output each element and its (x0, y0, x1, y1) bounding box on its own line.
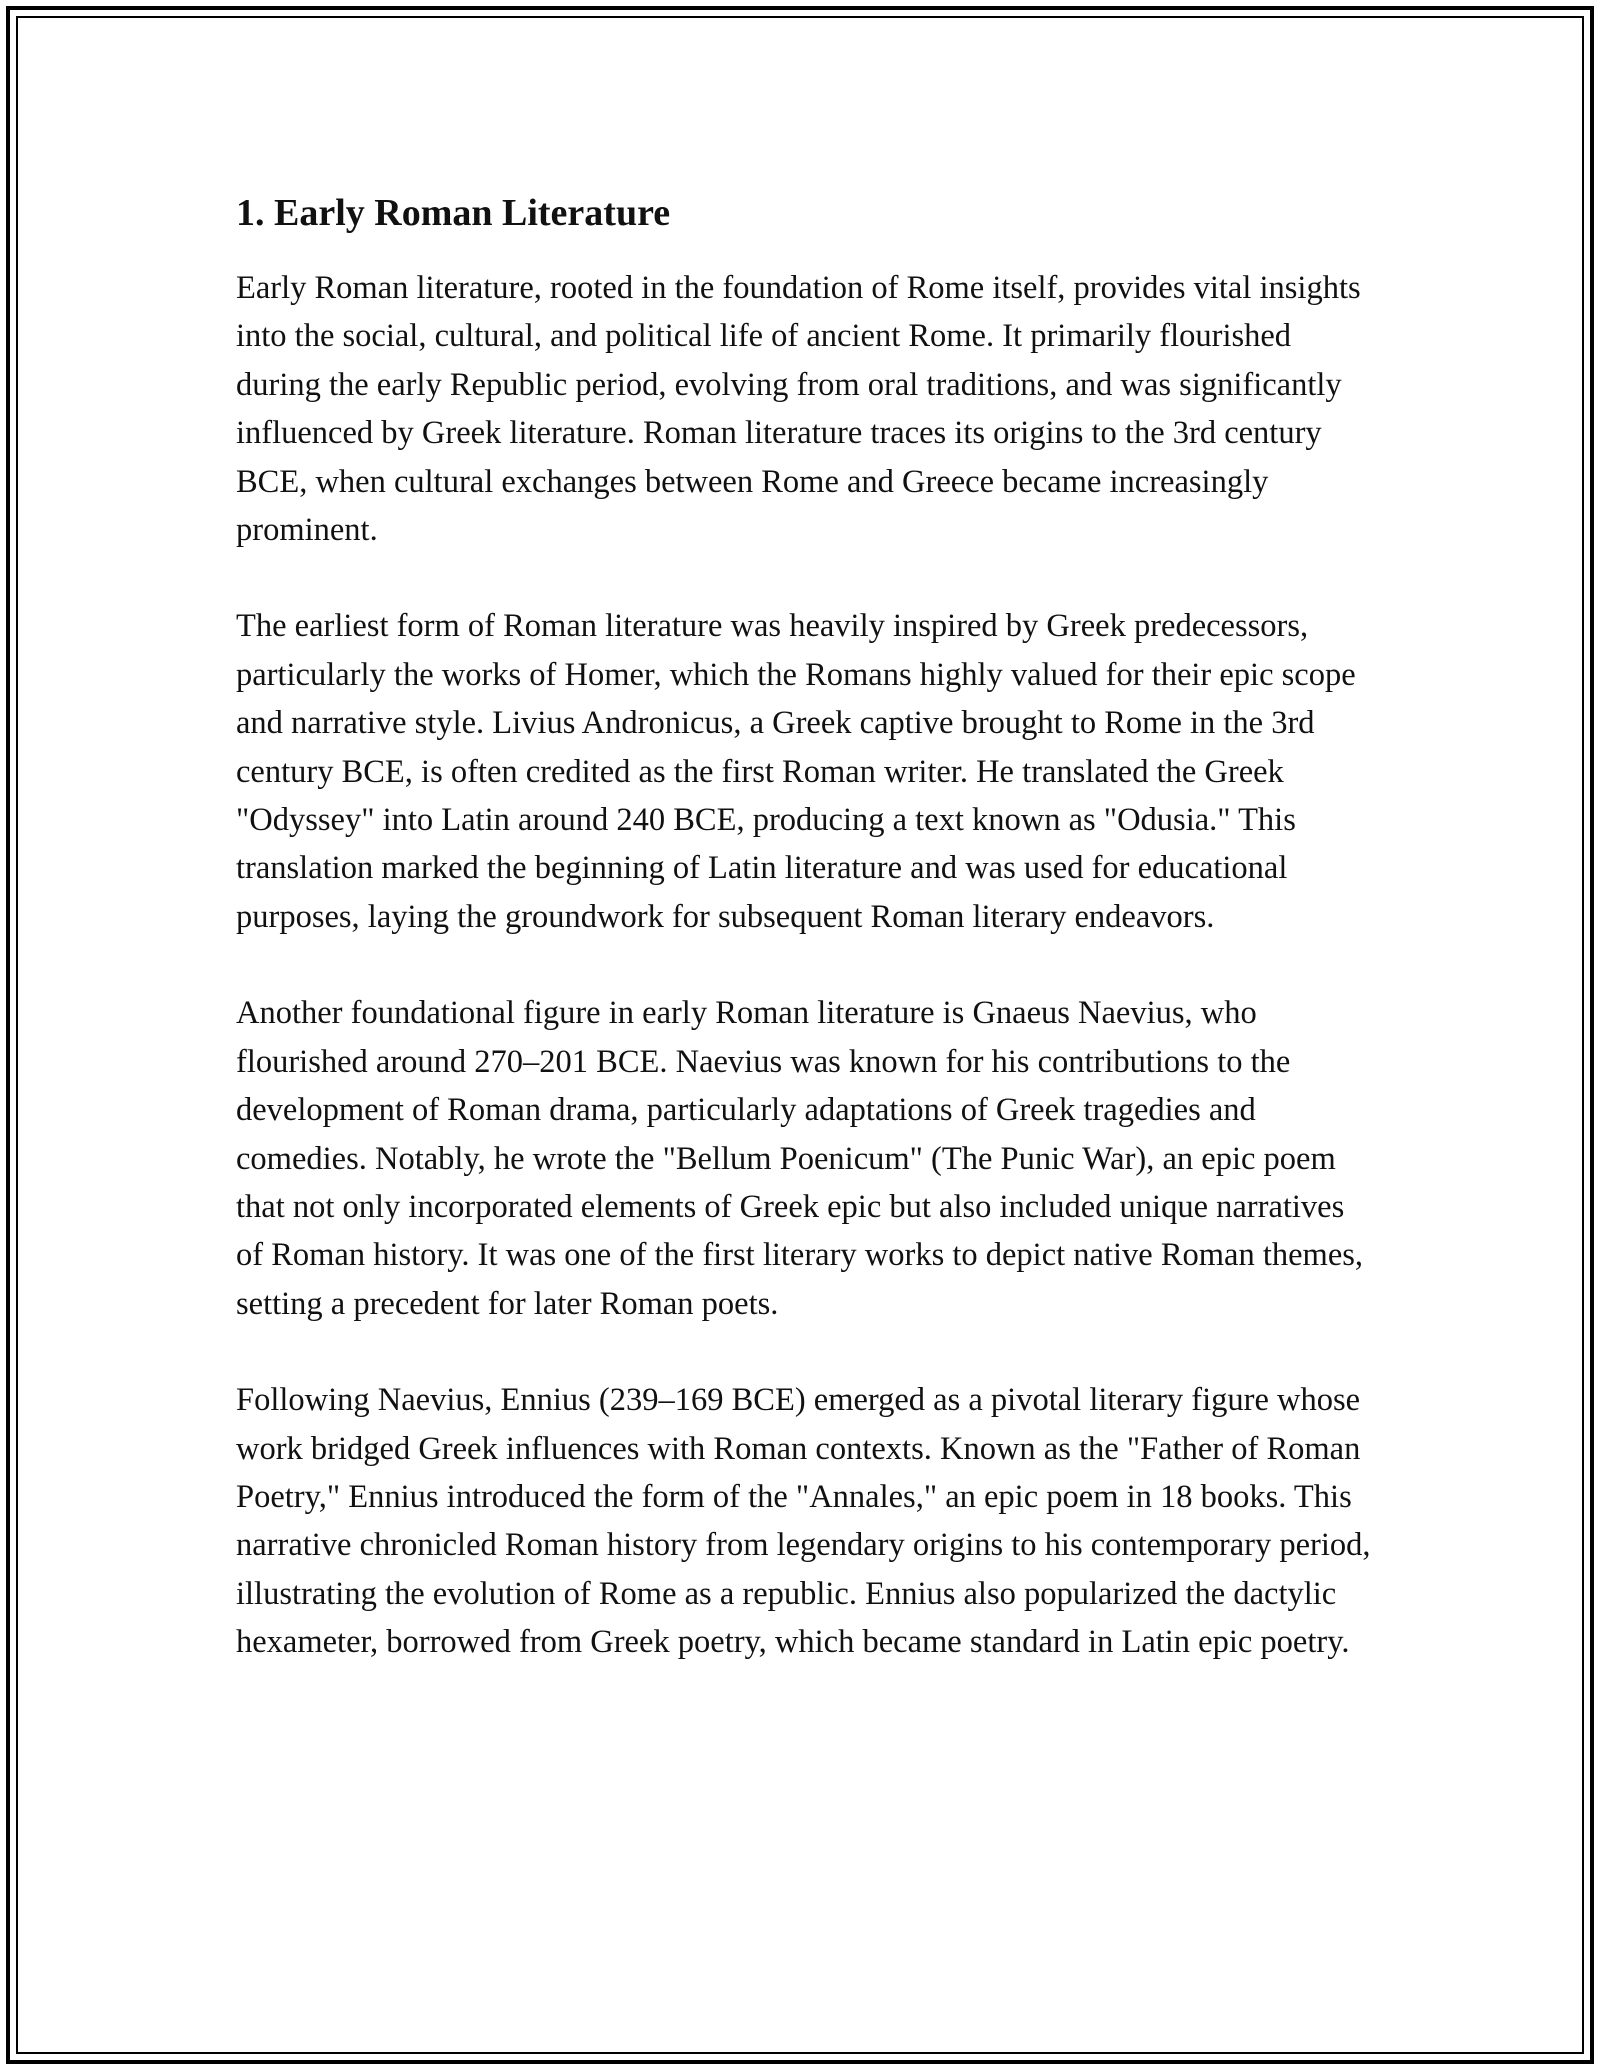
document-body (236, 184, 1376, 1715)
paragraph-livius-andronicus: The earliest form of Roman literature was heavily inspired by Greek predecessors, particularly the works of Homer, which the Romans highly valued for their epic scope and narrative style. Livius Andronicus, a Greek captive brought to Rome in the 3rd century BCE, is often credited as the first Roman writer. He translated the Greek "Odyssey" into Latin around 240 BCE, producing a text known as "Odusia." This translation marked the beginning of Latin literature and was used for educational purposes, laying the groundwork for subsequent Roman literary endeavors. (236, 608, 1356, 935)
paragraph-ennius: Following Naevius, Ennius (239–169 BCE) emerged as a pivotal literary figure whose work bridged Greek influences with Roman contexts. Known as the "Father of Roman Poetry," Ennius introduced the form of the "Annales," an epic poem in 18 books. This narrative chronicled Roman history from legendary origins to his contemporary period, illustrating the evolution of Rome as a republic. Ennius also popularized the dactylic hexameter, borrowed from Greek poetry, which became standard in Latin epic poetry. (236, 1382, 1371, 1661)
paragraph-introduction: Early Roman literature, rooted in the foundation of Rome itself, provides vital insights into the social, cultural, and political life of ancient Rome. It primarily flourished during the early Republic period, evolving from oral traditions, and was significantly influenced by Greek literature. Roman literature traces its origins to the 3rd century BCE, when cultural exchanges between Rome and Greece became increasingly prominent. (236, 270, 1361, 549)
section-heading: 1. Early Roman Literature (236, 192, 671, 234)
paragraph-naevius: Another foundational figure in early Roman literature is Gnaeus Naevius, who flourished around 270–201 BCE. Naevius was known for his contributions to the development of Roman drama, particularly adaptations of Greek tragedies and comedies. Notably, he wrote the "Bellum Poenicum" (The Punic War), an epic poem that not only incorporated elements of Greek epic but also included unique narratives of Roman history. It was one of the first literary works to depict native Roman themes, setting a precedent for later Roman poets. (236, 995, 1364, 1322)
